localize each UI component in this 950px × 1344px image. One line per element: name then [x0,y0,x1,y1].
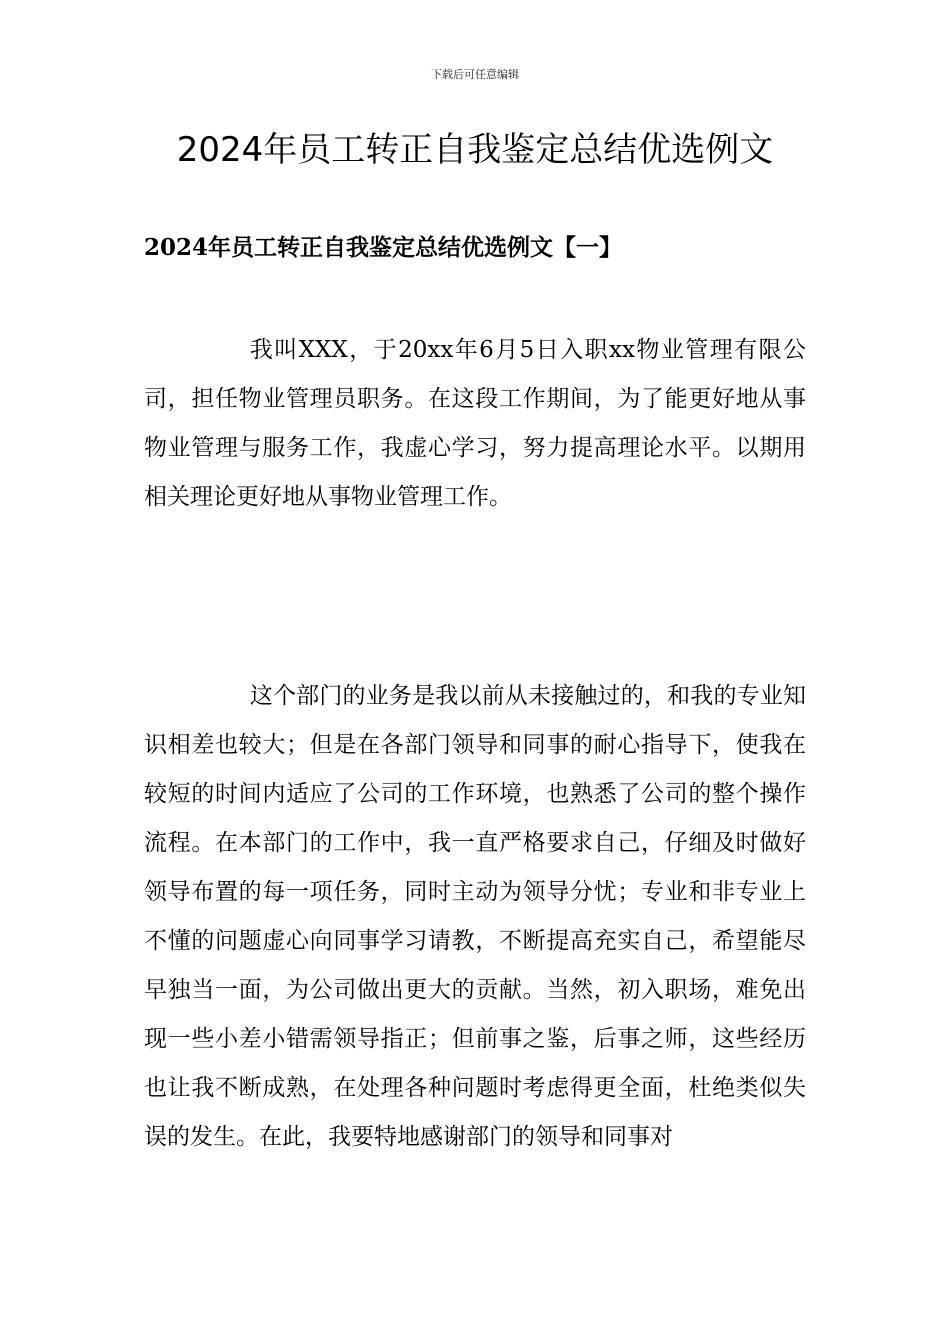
document-title: 2024年员工转正自我鉴定总结优选例文 [176,130,774,170]
section-heading: 2024年员工转正自我鉴定总结优选例文【一】 [144,234,623,261]
paragraph-intro: 我叫XXX，于20xx年6月5日入职xx物业管理有限公司，担任物业管理员职务。在这段工作期间，为了能更好地从事物业管理与服务工作，我虚心学习，努力提高理论水平。以期用相关理论更好地从事物业管理工作。 [144,337,806,510]
paragraph-body: 这个部门的业务是我以前从未接触过的，和我的专业知识相差也较大；但是在各部门领导和同事的耐心指导下，使我在较短的时间内适应了公司的工作环境，也熟悉了公司的整个操作流程。在本部门的工作中，我一直严格要求自己，仔细及时做好领导布置的每一项任务，同时主动为领导分忧；专业和非专业上不懂的问题虚心向同事学习请教，不断提高充实自己，希望能尽早独当一面，为公司做出更大的贡献。当然，初入职场，难免出现一些小差小错需领导指正；但前事之鉴，后事之师，这些经历也让我不断成熟，在处理各种问题时考虑得更全面，杜绝类似失误的发生。在此，我要特地感谢部门的领导和同事对 [144,683,806,1150]
header-note: 下载后可任意编辑 [431,68,519,81]
